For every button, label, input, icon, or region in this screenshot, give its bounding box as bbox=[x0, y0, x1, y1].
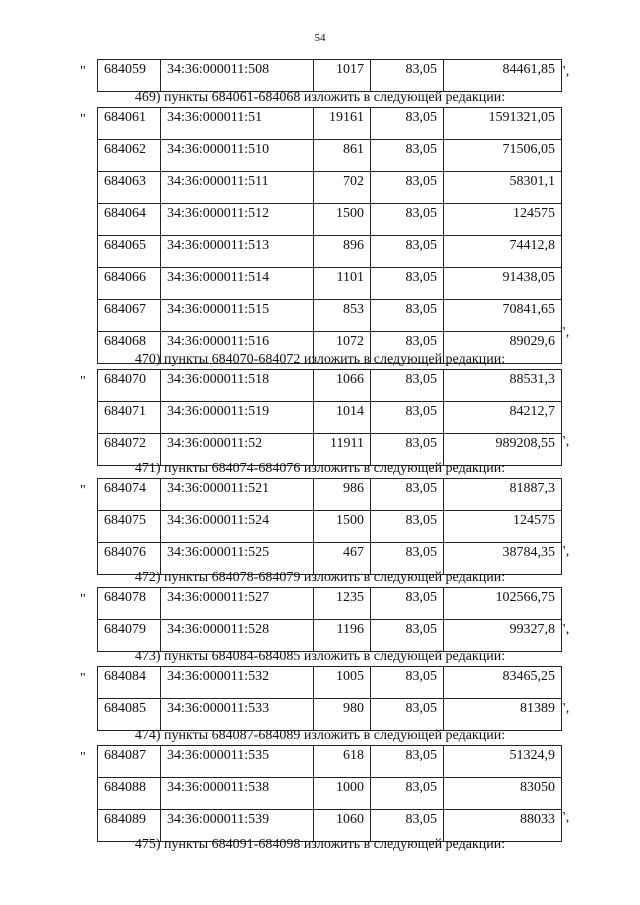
cadastral-number-cell: 34:36:000011:515 bbox=[161, 300, 314, 332]
section-heading: 474) пункты 684087-684089 изложить в следующей редакции: bbox=[134, 727, 506, 743]
area-cell: 1066 bbox=[314, 369, 371, 401]
cadastral-number-cell: 34:36:000011:538 bbox=[161, 777, 314, 809]
table-row bbox=[98, 108, 562, 140]
rate-cell: 83,05 bbox=[371, 620, 444, 652]
rate-cell: 83,05 bbox=[371, 140, 444, 172]
open-quote-mark: " bbox=[80, 592, 86, 607]
section-heading: 475) пункты 684091-684098 изложить в следующей редакции: bbox=[134, 836, 506, 852]
rate-cell: 83,05 bbox=[371, 172, 444, 204]
value-cell: 1591321,05 bbox=[444, 108, 562, 140]
open-quote-mark: " bbox=[80, 670, 86, 686]
cadastral-number-cell: 34:36:000011:519 bbox=[161, 401, 314, 433]
value-cell: 51324,9 bbox=[444, 745, 562, 777]
point-number-cell: 684067 bbox=[98, 300, 161, 332]
cadastral-number-cell: 34:36:000011:527 bbox=[161, 588, 314, 620]
section-heading: 469) пункты 684061-684068 изложить в следующей редакции: bbox=[134, 90, 506, 106]
rate-cell: 83,05 bbox=[371, 204, 444, 236]
value-cell: 84461,85 bbox=[444, 60, 562, 92]
table-row bbox=[98, 60, 562, 92]
area-cell: 19161 bbox=[314, 108, 371, 140]
table-row bbox=[98, 401, 562, 433]
value-cell: 124575 bbox=[444, 510, 562, 542]
value-cell: 83465,25 bbox=[444, 666, 562, 698]
rate-cell: 83,05 bbox=[371, 108, 444, 140]
point-number-cell: 684068 bbox=[98, 332, 161, 364]
table-row bbox=[98, 300, 562, 332]
points-table bbox=[97, 666, 562, 731]
area-cell: 853 bbox=[314, 300, 371, 332]
area-cell: 1014 bbox=[314, 401, 371, 433]
points-table bbox=[97, 59, 562, 92]
point-number-cell: 684078 bbox=[98, 588, 161, 620]
point-number-cell: 684064 bbox=[98, 204, 161, 236]
point-number-cell: 684075 bbox=[98, 510, 161, 542]
points-table bbox=[97, 107, 562, 364]
open-quote-mark: " bbox=[80, 749, 86, 765]
rate-cell: 83,05 bbox=[371, 666, 444, 698]
cadastral-number-cell: 34:36:000011:518 bbox=[161, 369, 314, 401]
value-cell: 91438,05 bbox=[444, 268, 562, 300]
area-cell: 861 bbox=[314, 140, 371, 172]
table-row bbox=[98, 666, 562, 698]
value-cell: 81887,3 bbox=[444, 478, 562, 510]
open-quote-mark: " bbox=[80, 482, 86, 498]
area-cell: 1060 bbox=[314, 809, 371, 841]
point-number-cell: 684088 bbox=[98, 777, 161, 809]
area-cell: 1017 bbox=[314, 60, 371, 92]
rate-cell: 83,05 bbox=[371, 60, 444, 92]
points-table bbox=[97, 369, 562, 466]
close-quote-mark: ", bbox=[560, 434, 570, 450]
value-cell: 58301,1 bbox=[444, 172, 562, 204]
area-cell: 467 bbox=[314, 542, 371, 574]
point-number-cell: 684059 bbox=[98, 60, 161, 92]
value-cell: 124575 bbox=[444, 204, 562, 236]
cadastral-number-cell: 34:36:000011:521 bbox=[161, 478, 314, 510]
cadastral-number-cell: 34:36:000011:52 bbox=[161, 433, 314, 465]
area-cell: 1196 bbox=[314, 620, 371, 652]
close-quote-mark: ", bbox=[560, 64, 570, 79]
point-number-cell: 684065 bbox=[98, 236, 161, 268]
value-cell: 102566,75 bbox=[444, 588, 562, 620]
rate-cell: 83,05 bbox=[371, 510, 444, 542]
rate-cell: 83,05 bbox=[371, 369, 444, 401]
point-number-cell: 684071 bbox=[98, 401, 161, 433]
close-quote-mark: ", bbox=[560, 622, 570, 638]
cadastral-number-cell: 34:36:000011:539 bbox=[161, 809, 314, 841]
cadastral-number-cell: 34:36:000011:535 bbox=[161, 745, 314, 777]
area-cell: 1235 bbox=[314, 588, 371, 620]
open-quote-mark: " bbox=[80, 373, 86, 389]
rate-cell: 83,05 bbox=[371, 300, 444, 332]
table-row bbox=[98, 777, 562, 809]
points-table bbox=[97, 478, 562, 575]
point-number-cell: 684079 bbox=[98, 620, 161, 652]
point-number-cell: 684063 bbox=[98, 172, 161, 204]
section-heading: 472) пункты 684078-684079 изложить в следующей редакции: bbox=[134, 570, 506, 585]
cadastral-number-cell: 34:36:000011:512 bbox=[161, 204, 314, 236]
cadastral-number-cell: 34:36:000011:525 bbox=[161, 542, 314, 574]
section-heading: 470) пункты 684070-684072 изложить в следующей редакции: bbox=[134, 351, 506, 367]
cadastral-number-cell: 34:36:000011:533 bbox=[161, 698, 314, 730]
rate-cell: 83,05 bbox=[371, 542, 444, 574]
point-number-cell: 684084 bbox=[98, 666, 161, 698]
open-quote-mark: " bbox=[80, 112, 86, 128]
value-cell: 99327,8 bbox=[444, 620, 562, 652]
point-number-cell: 684062 bbox=[98, 140, 161, 172]
area-cell: 1101 bbox=[314, 268, 371, 300]
point-number-cell: 684089 bbox=[98, 809, 161, 841]
cadastral-number-cell: 34:36:000011:510 bbox=[161, 140, 314, 172]
value-cell: 81389 bbox=[444, 698, 562, 730]
points-table bbox=[97, 745, 562, 842]
table-row bbox=[98, 172, 562, 204]
cadastral-number-cell: 34:36:000011:524 bbox=[161, 510, 314, 542]
area-cell: 1000 bbox=[314, 777, 371, 809]
area-cell: 1005 bbox=[314, 666, 371, 698]
open-quote-mark: " bbox=[80, 64, 86, 79]
value-cell: 989208,55 bbox=[444, 433, 562, 465]
rate-cell: 83,05 bbox=[371, 777, 444, 809]
close-quote-mark: ", bbox=[560, 810, 570, 826]
table-row bbox=[98, 698, 562, 730]
table-row bbox=[98, 140, 562, 172]
close-quote-mark: ", bbox=[560, 325, 570, 341]
cadastral-number-cell: 34:36:000011:511 bbox=[161, 172, 314, 204]
point-number-cell: 684072 bbox=[98, 433, 161, 465]
value-cell: 89029,6 bbox=[444, 332, 562, 364]
cadastral-number-cell: 34:36:000011:516 bbox=[161, 332, 314, 364]
table-row bbox=[98, 510, 562, 542]
point-number-cell: 684087 bbox=[98, 745, 161, 777]
area-cell: 896 bbox=[314, 236, 371, 268]
point-number-cell: 684085 bbox=[98, 698, 161, 730]
area-cell: 980 bbox=[314, 698, 371, 730]
point-number-cell: 684074 bbox=[98, 478, 161, 510]
value-cell: 70841,65 bbox=[444, 300, 562, 332]
points-table bbox=[97, 587, 562, 652]
table-row bbox=[98, 478, 562, 510]
area-cell: 702 bbox=[314, 172, 371, 204]
cadastral-number-cell: 34:36:000011:51 bbox=[161, 108, 314, 140]
rate-cell: 83,05 bbox=[371, 478, 444, 510]
rate-cell: 83,05 bbox=[371, 745, 444, 777]
rate-cell: 83,05 bbox=[371, 698, 444, 730]
rate-cell: 83,05 bbox=[371, 809, 444, 841]
rate-cell: 83,05 bbox=[371, 588, 444, 620]
rate-cell: 83,05 bbox=[371, 401, 444, 433]
table-row bbox=[98, 620, 562, 652]
area-cell: 618 bbox=[314, 745, 371, 777]
section-heading: 473) пункты 684084-684085 изложить в следующей редакции: bbox=[134, 648, 506, 664]
value-cell: 84212,7 bbox=[444, 401, 562, 433]
cadastral-number-cell: 34:36:000011:528 bbox=[161, 620, 314, 652]
point-number-cell: 684070 bbox=[98, 369, 161, 401]
table-row bbox=[98, 268, 562, 300]
value-cell: 88033 bbox=[444, 809, 562, 841]
table-row bbox=[98, 745, 562, 777]
cadastral-number-cell: 34:36:000011:532 bbox=[161, 666, 314, 698]
area-cell: 1500 bbox=[314, 204, 371, 236]
close-quote-mark: ", bbox=[560, 543, 570, 559]
rate-cell: 83,05 bbox=[371, 332, 444, 364]
area-cell: 1072 bbox=[314, 332, 371, 364]
value-cell: 88531,3 bbox=[444, 369, 562, 401]
point-number-cell: 684076 bbox=[98, 542, 161, 574]
cadastral-number-cell: 34:36:000011:514 bbox=[161, 268, 314, 300]
table-row bbox=[98, 588, 562, 620]
table-row bbox=[98, 204, 562, 236]
area-cell: 986 bbox=[314, 478, 371, 510]
table-row bbox=[98, 236, 562, 268]
section-heading: 471) пункты 684074-684076 изложить в следующей редакции: bbox=[134, 460, 506, 476]
rate-cell: 83,05 bbox=[371, 433, 444, 465]
table-row bbox=[98, 369, 562, 401]
value-cell: 71506,05 bbox=[444, 140, 562, 172]
point-number-cell: 684066 bbox=[98, 268, 161, 300]
value-cell: 38784,35 bbox=[444, 542, 562, 574]
value-cell: 74412,8 bbox=[444, 236, 562, 268]
cadastral-number-cell: 34:36:000011:513 bbox=[161, 236, 314, 268]
rate-cell: 83,05 bbox=[371, 236, 444, 268]
point-number-cell: 684061 bbox=[98, 108, 161, 140]
area-cell: 11911 bbox=[314, 433, 371, 465]
value-cell: 83050 bbox=[444, 777, 562, 809]
page-number: 54 bbox=[314, 32, 326, 44]
rate-cell: 83,05 bbox=[371, 268, 444, 300]
close-quote-mark: ", bbox=[560, 701, 570, 717]
cadastral-number-cell: 34:36:000011:508 bbox=[161, 60, 314, 92]
area-cell: 1500 bbox=[314, 510, 371, 542]
